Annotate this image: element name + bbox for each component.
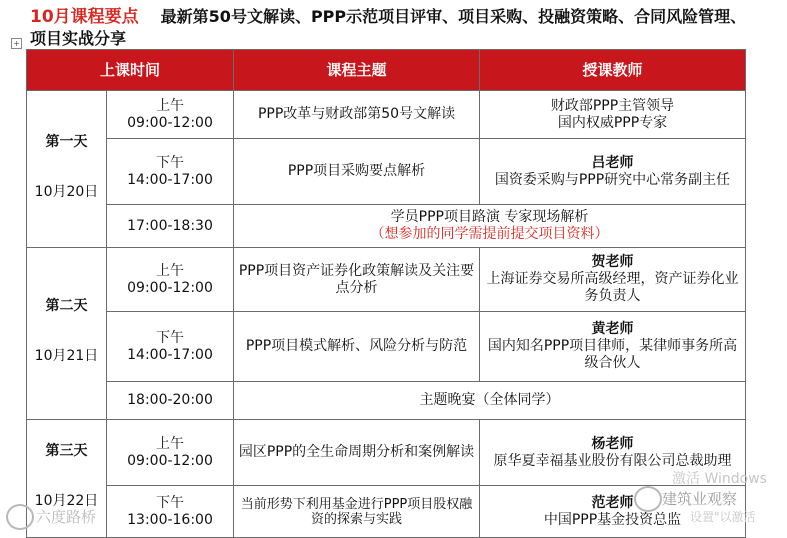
topic-cell: PPP项目资产证券化政策解读及关注要点分析 xyxy=(234,248,480,312)
table-row xyxy=(27,382,746,420)
day-label: 第三天 xyxy=(45,443,88,459)
heading-title: 10月课程要点 xyxy=(30,7,139,27)
teacher-name: 吕老师 xyxy=(591,154,634,171)
event-cell: 主题晚宴（全体同学） xyxy=(234,382,746,420)
time-range: 09:00-12:00 xyxy=(127,114,213,131)
table-move-handle-icon[interactable]: + xyxy=(11,38,22,49)
time-cell xyxy=(107,91,234,139)
time-cell: 17:00-18:30 xyxy=(107,205,234,248)
teacher-line: 财政部PPP主管领导 xyxy=(550,97,675,114)
teacher-description: 上海证券交易所高级经理，资产证券化业务负责人 xyxy=(486,271,739,304)
activate-settings-text: 设置"以激活 xyxy=(690,510,756,524)
wechat-watermark-icon xyxy=(634,486,662,512)
teacher-description: 国内知名PPP项目律师，某律师事务所高级合伙人 xyxy=(487,338,738,371)
header-teacher: 授课教师 xyxy=(480,50,746,91)
day-date: 10月21日 xyxy=(34,348,99,364)
time-period: 下午 xyxy=(156,329,184,346)
teacher-name: 范老师 xyxy=(591,494,634,511)
topic-cell: 园区PPP的全生命周期分析和案例解读 xyxy=(234,420,480,486)
teacher-description: 原华夏幸福基业股份有限公司总裁助理 xyxy=(493,452,732,469)
topic-cell: 当前形势下利用基金进行PPP项目股权融资的探索与实践 xyxy=(234,486,480,538)
time-cell xyxy=(107,420,234,486)
teacher-description: 中国PPP基金投资总监 xyxy=(543,511,682,528)
time-period: 上午 xyxy=(156,435,184,452)
day-label: 第二天 xyxy=(45,298,88,314)
day-cell xyxy=(27,91,107,248)
time-cell: 18:00-20:00 xyxy=(107,382,234,420)
table-row xyxy=(27,312,746,382)
table-row xyxy=(27,248,746,312)
page-heading xyxy=(30,6,750,49)
teacher-cell xyxy=(480,139,746,205)
table-row xyxy=(27,205,746,248)
teacher-cell xyxy=(480,248,746,312)
teacher-cell xyxy=(480,91,746,139)
time-range: 13:00-16:00 xyxy=(127,511,213,528)
time-cell xyxy=(107,312,234,382)
time-range: 14:00-17:00 xyxy=(127,171,213,188)
table-row xyxy=(27,139,746,205)
time-cell xyxy=(107,139,234,205)
activate-windows-text: 激活 Windows xyxy=(672,471,767,487)
time-period: 上午 xyxy=(156,262,184,279)
time-range: 09:00-12:00 xyxy=(127,279,213,296)
day-label: 第一天 xyxy=(45,133,88,150)
time-cell xyxy=(107,248,234,312)
heading-subtitle: 最新第50号文解读、PPP示范项目评审、项目采购、投融资策略、合同风险管理、项目实战分享 xyxy=(30,7,747,48)
teacher-cell xyxy=(480,312,746,382)
watermark-right: 建筑业观察 xyxy=(662,490,738,508)
course-schedule-table xyxy=(26,49,746,538)
topic-cell: PPP项目模式解析、风险分析与防范 xyxy=(234,312,480,382)
table-row xyxy=(27,91,746,139)
teacher-name: 黄老师 xyxy=(591,321,634,337)
time-period: 下午 xyxy=(156,154,184,171)
teacher-line: 国内权威PPP专家 xyxy=(557,114,668,131)
time-range: 14:00-17:00 xyxy=(127,346,213,363)
time-period: 下午 xyxy=(156,494,184,511)
time-range: 09:00-12:00 xyxy=(127,452,213,469)
event-cell xyxy=(234,205,746,248)
wechat-watermark-icon xyxy=(6,504,34,530)
header-topic: 课程主题 xyxy=(234,50,480,91)
teacher-name: 杨老师 xyxy=(591,435,634,452)
time-period: 上午 xyxy=(156,97,184,114)
watermark-left: 六度路桥 xyxy=(36,508,97,526)
topic-cell: PPP项目采购要点解析 xyxy=(234,139,480,205)
teacher-description: 国资委采购与PPP研究中心常务副主任 xyxy=(494,171,731,188)
event-line: 学员PPP项目路演 专家现场解析 xyxy=(390,209,589,225)
day-date: 10月20日 xyxy=(34,183,99,200)
day-cell xyxy=(27,248,107,420)
table-header-row xyxy=(27,50,746,91)
teacher-name: 贺老师 xyxy=(591,254,634,270)
header-time: 上课时间 xyxy=(27,50,234,91)
event-note: （想参加的同学需提前提交项目资料） xyxy=(370,226,609,242)
day-date: 10月22日 xyxy=(34,493,99,509)
table-row xyxy=(27,420,746,486)
topic-cell: PPP改革与财政部第50号文解读 xyxy=(234,91,480,139)
